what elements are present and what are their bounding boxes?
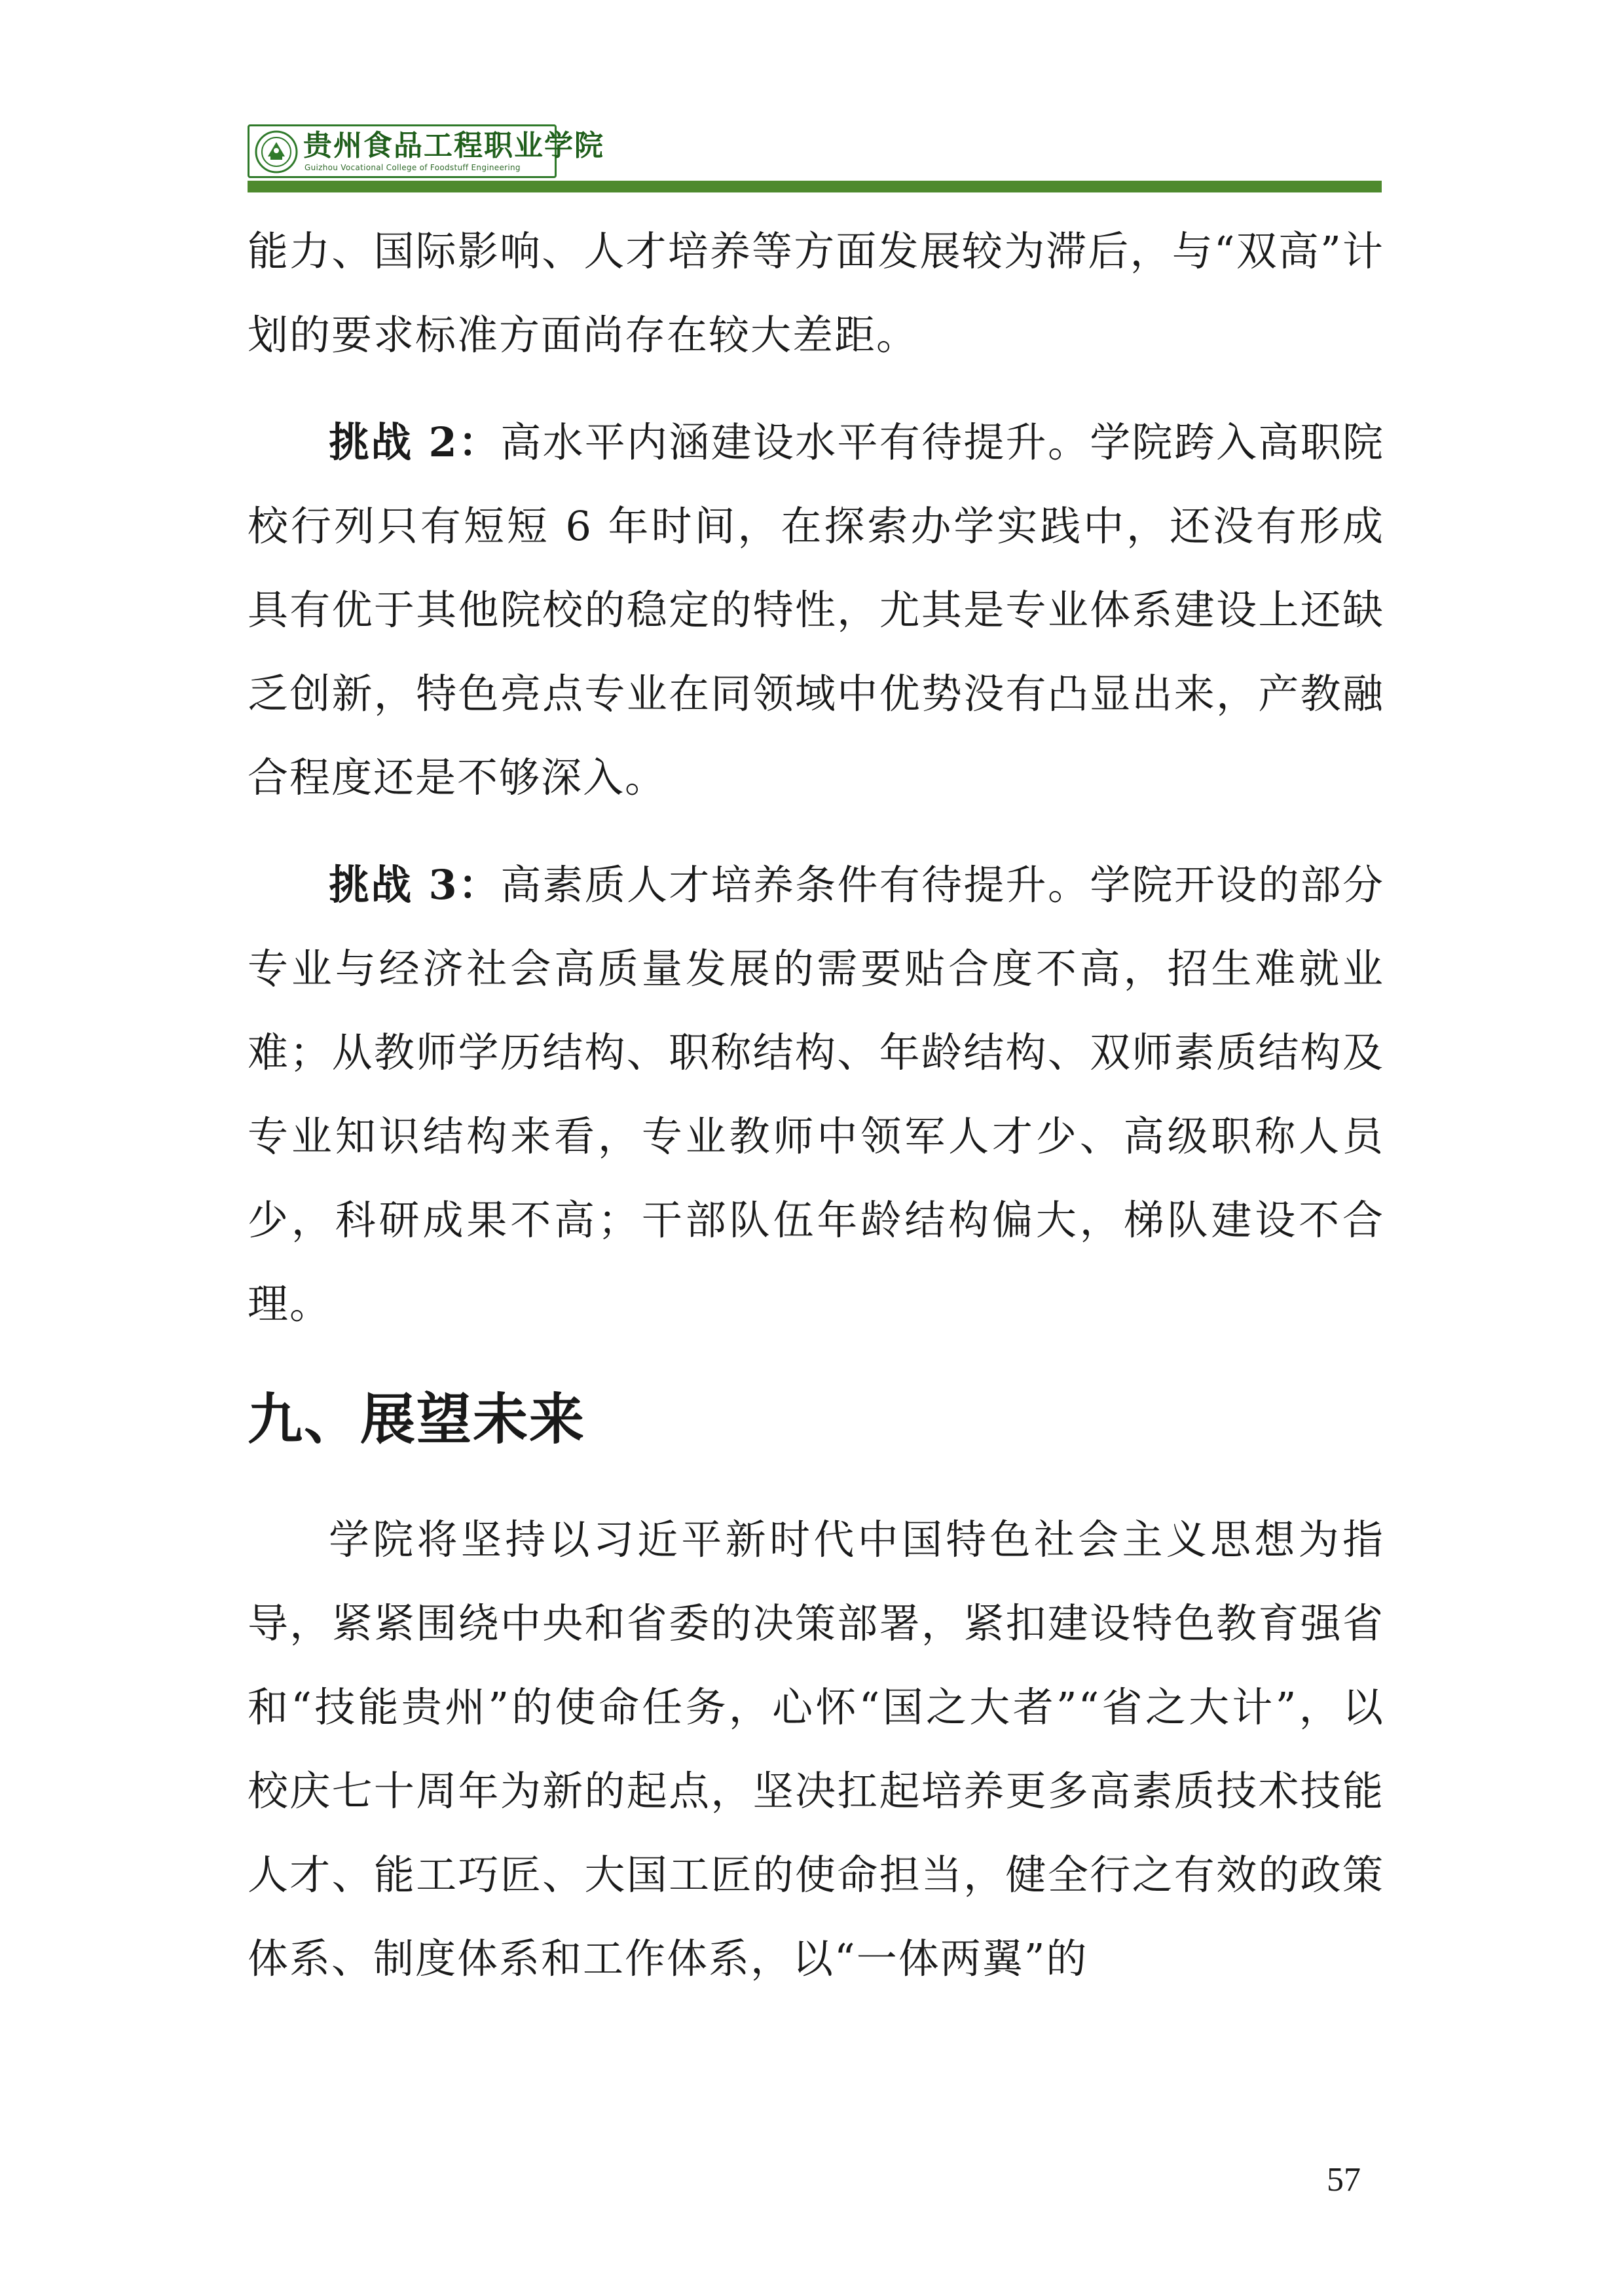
page-number: 57	[1327, 2161, 1361, 2198]
paragraph-intro: 能力、国际影响、人才培养等方面发展较为滞后，与“双高”计划的要求标准方面尚存在较大差距。	[248, 227, 1384, 359]
challenge-2-text: 高水平内涵建设水平有待提升。学院跨入高职院校行列只有短短 6 年时间，在探索办学实践中，还没有形成具有优于其他院校的稳定的特性，尤其是专业体系建设上还缺乏创新，特色亮点专业在同领域中优势没有凸显出来，产教融合程度还是不够深入。	[248, 418, 1384, 801]
paragraph-challenge-3	[248, 843, 1384, 1346]
page-content	[248, 210, 1384, 2001]
paragraph-challenge-2	[248, 401, 1384, 820]
college-name-english: Guizhou Vocational College of Foodstuff Engineering	[304, 163, 521, 172]
college-name: 贵州食品工程职业学院	[303, 129, 604, 162]
challenge-3-text: 高素质人才培养条件有待提升。学院开设的部分专业与经济社会高质量发展的需要贴合度不高，招生难就业难；从教师学历结构、职称结构、年龄结构、双师素质结构及专业知识结构来看，专业教师中领军人才少、高级职称人员少，科研成果不高；干部队伍年龄结构偏大，梯队建设不合理。	[248, 861, 1384, 1328]
college-seal-icon	[255, 130, 298, 173]
page-header	[248, 124, 1382, 195]
challenge-2-label: 挑战 2：	[329, 418, 501, 466]
section-heading: 九、展望未来	[248, 1387, 586, 1451]
college-logo	[248, 124, 604, 178]
paragraph-spacer	[248, 377, 1384, 401]
header-divider	[248, 181, 1382, 192]
paragraph-future: 学院将坚持以习近平新时代中国特色社会主义思想为指导，紧紧围绕中央和省委的决策部署，紧扣建设特色教育强省和“技能贵州”的使命任务，心怀“国之大者”“省之大计”，以校庆七十周年为新的起点，坚决扛起培养更多高素质技术技能人才、能工巧匠、大国工匠的使命担当，健全行之有效的政策体系、制度体系和工作体系，以“一体两翼”的	[248, 1516, 1384, 1982]
paragraph-spacer	[248, 820, 1384, 843]
challenge-3-label: 挑战 3：	[329, 861, 501, 909]
